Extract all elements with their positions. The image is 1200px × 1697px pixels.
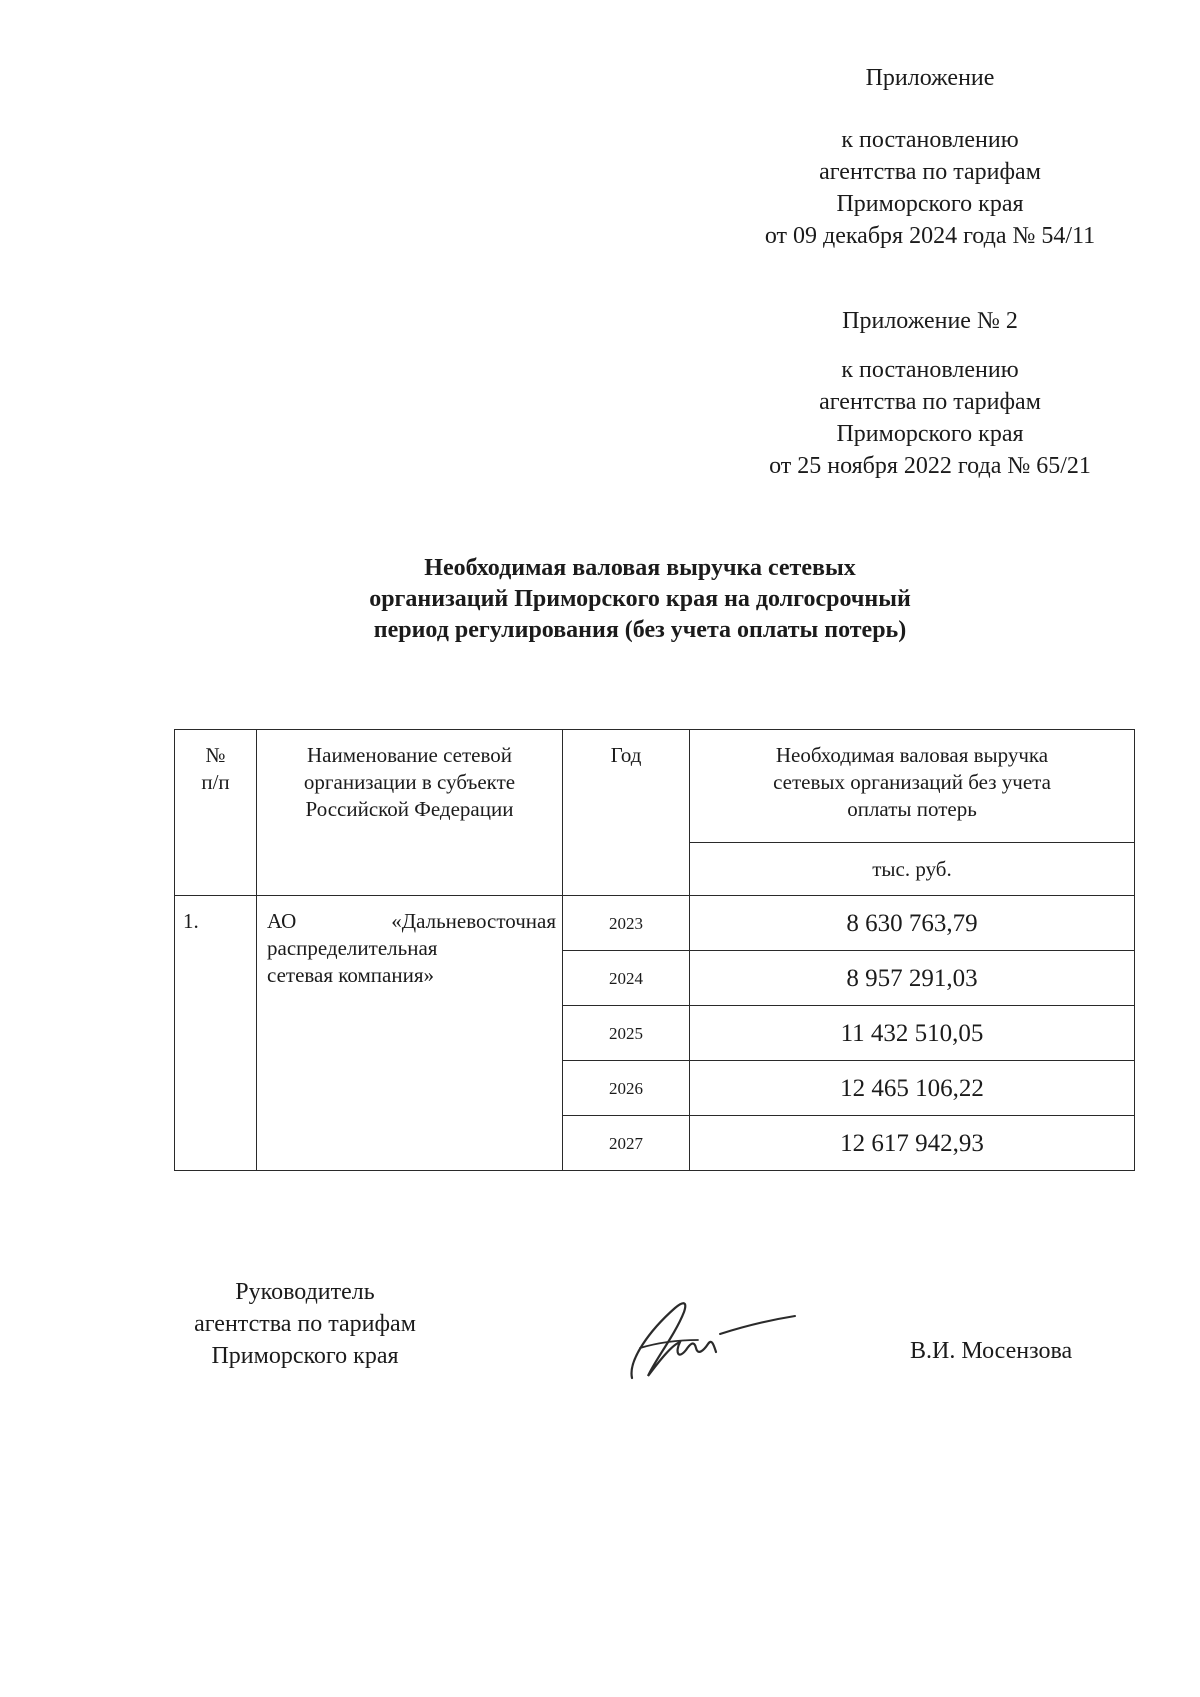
header-revenue-line: оплаты потерь xyxy=(847,797,977,821)
header-revenue-line: Необходимая валовая выручка xyxy=(775,743,1049,767)
year-cell: 2026 xyxy=(563,1061,690,1116)
header-num-line: № xyxy=(205,743,226,767)
organization-name xyxy=(257,896,563,1171)
org-word: «Дальневосточная xyxy=(391,909,556,933)
appendix2-header xyxy=(700,305,1160,482)
appendix-line: Приморского края xyxy=(836,191,1024,217)
org-line: сетевая компания» xyxy=(267,963,434,987)
header-name-line: Российской Федерации xyxy=(305,797,514,821)
header-num xyxy=(175,730,257,896)
appendix-heading: Приложение xyxy=(865,65,995,91)
org-word: АО xyxy=(267,909,297,933)
table-row xyxy=(175,896,1135,951)
title-line: организаций Приморского края на долгосрочный xyxy=(369,586,911,612)
appendix2-date-line: от 25 ноября 2022 года № 65/21 xyxy=(769,453,1091,479)
header-unit: тыс. руб. xyxy=(690,843,1135,896)
revenue-value: 8 957 291,03 xyxy=(690,951,1135,1006)
revenue-value: 12 465 106,22 xyxy=(690,1061,1135,1116)
appendix2-line: агентства по тарифам xyxy=(819,389,1041,415)
row-number: 1. xyxy=(175,896,257,1171)
header-year: Год xyxy=(563,730,690,896)
appendix-line: агентства по тарифам xyxy=(819,159,1041,185)
revenue-value: 8 630 763,79 xyxy=(690,896,1135,951)
signatory-role-line: Приморского края xyxy=(211,1343,399,1369)
handwritten-signature xyxy=(620,1290,800,1390)
header-name-line: Наименование сетевой xyxy=(307,743,512,767)
appendix-date-line: от 09 декабря 2024 года № 54/11 xyxy=(764,223,1096,249)
appendix2-heading: Приложение № 2 xyxy=(842,308,1018,334)
signatory-role xyxy=(170,1276,440,1372)
appendix2-line: к постановлению xyxy=(841,357,1019,383)
year-cell: 2027 xyxy=(563,1116,690,1171)
header-revenue xyxy=(690,730,1135,843)
signatory-role-line: агентства по тарифам xyxy=(194,1311,416,1337)
revenue-value: 12 617 942,93 xyxy=(690,1116,1135,1171)
title-line: период регулирования (без учета оплаты потерь) xyxy=(373,617,907,643)
year-cell: 2025 xyxy=(563,1006,690,1061)
header-revenue-line: сетевых организаций без учета xyxy=(773,770,1051,794)
header-name xyxy=(257,730,563,896)
header-num-line: п/п xyxy=(201,770,230,794)
year-cell: 2023 xyxy=(563,896,690,951)
signatory-role-line: Руководитель xyxy=(235,1279,375,1305)
appendix-line: к постановлению xyxy=(841,127,1019,153)
revenue-value: 11 432 510,05 xyxy=(690,1006,1135,1061)
year-cell: 2024 xyxy=(563,951,690,1006)
org-line xyxy=(267,908,556,935)
appendix-header xyxy=(700,62,1160,252)
title-line: Необходимая валовая выручка сетевых xyxy=(424,555,856,581)
header-name-line: организации в субъекте xyxy=(303,770,516,794)
appendix2-line: Приморского края xyxy=(836,421,1024,447)
signatory-name: В.И. Мосензова xyxy=(910,1338,1073,1364)
document-title xyxy=(200,553,1080,646)
revenue-table xyxy=(174,729,1135,1171)
table-header-row xyxy=(175,730,1135,843)
org-line: распределительная xyxy=(267,936,438,960)
